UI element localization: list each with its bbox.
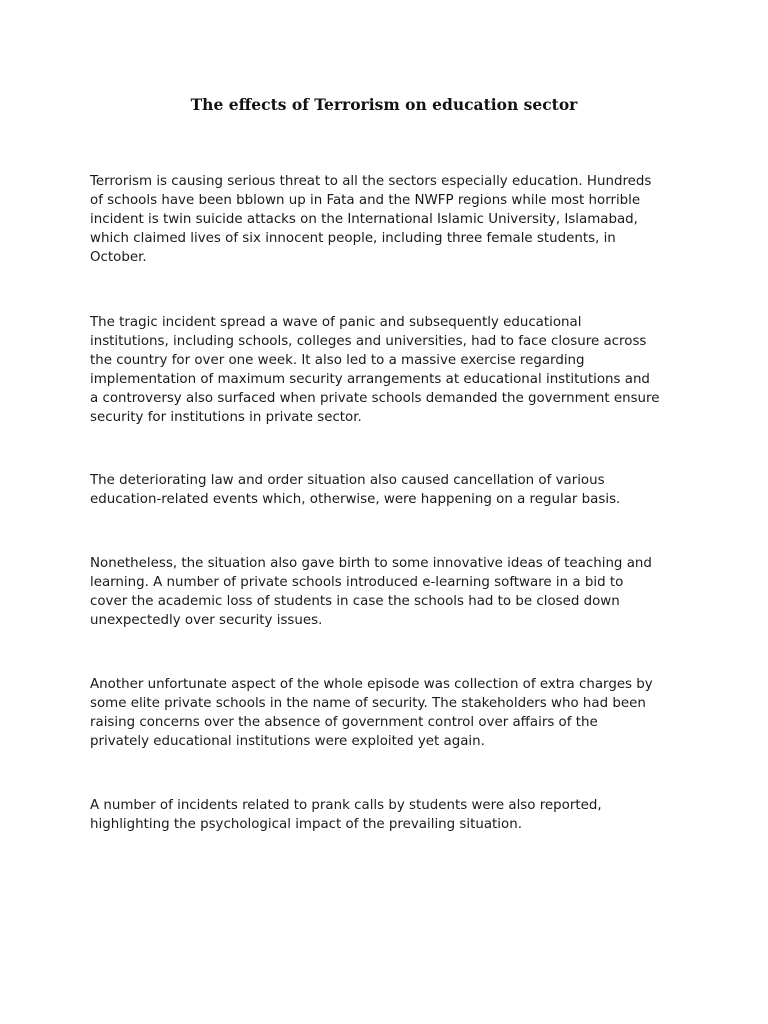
paragraph-4: Nonetheless, the situation also gave birth to some innovative ideas of teaching and learning. A number of private schools introduced e-learning software in a bid to cover the academic loss of students in case the schools had to be closed down unexpectedly over security issues. <box>90 556 652 628</box>
paragraph-1: Terrorism is causing serious threat to all the sectors especially education. Hundreds of schools have been bblown up in Fata and the NWFP regions while most horrible incident is twin suicide attacks on the International Islamic University, Islamabad, which claimed lives of six innocent people, including three female students, in October. <box>90 174 652 265</box>
paragraph-5: Another unfortunate aspect of the whole episode was collection of extra charges by some elite private schools in the name of security. The stakeholders who had been raising concerns over the absence of government control over affairs of the privately educational institutions were exploited yet again. <box>90 677 653 749</box>
paragraph-6: A number of incidents related to prank calls by students were also reported, highlighting the psychological impact of the prevailing situation. <box>90 798 602 832</box>
document-title: The effects of Terrorism on education sector <box>190 95 578 114</box>
paragraph-3: The deteriorating law and order situation also caused cancellation of various education-related events which, otherwise, were happening on a regular basis. <box>90 473 621 507</box>
paragraph-2: The tragic incident spread a wave of panic and subsequently educational institutions, including schools, colleges and universities, had to face closure across the country for over one week. It also led to a massive exercise regarding implementation of maximum security arrangements at educational institutions and a controversy also surfaced when private schools demanded the government ensure security for institutions in private sector. <box>90 315 660 425</box>
